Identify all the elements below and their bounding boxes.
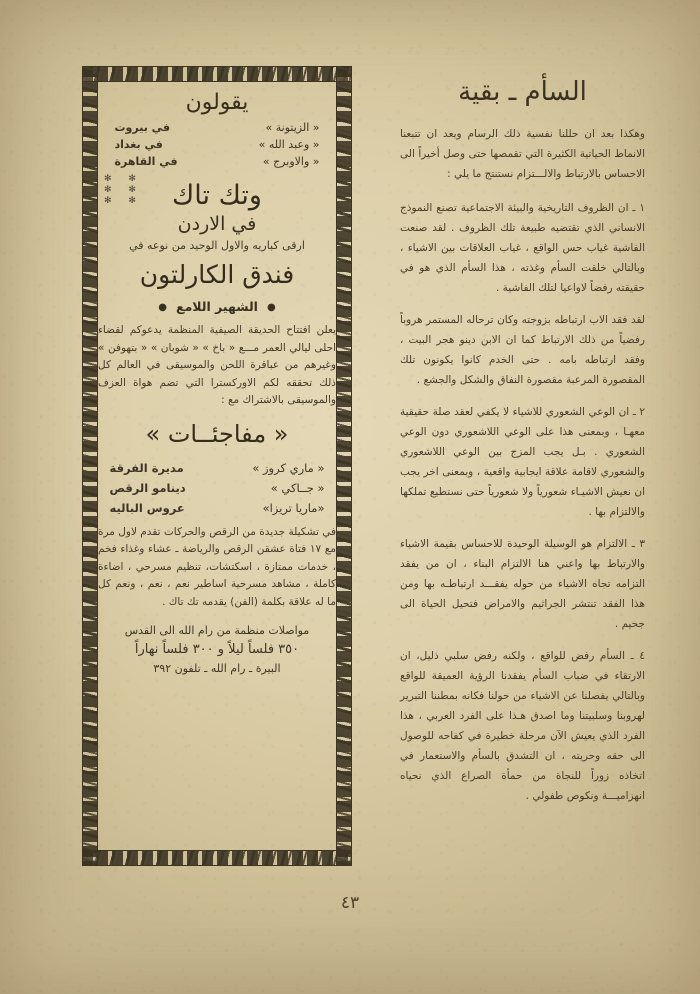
performer-role: دينامو الرقص — [109, 480, 186, 495]
article-headline: السأم ـ بقية — [458, 77, 587, 107]
ad-fare: ٣٥٠ فلساً ليلاً و ٣٠٠ فلساً نهاراً — [134, 642, 300, 657]
rope-border-left-icon — [82, 66, 98, 866]
city-location: في بيروت — [114, 121, 171, 134]
star-decoration-icon: ✻ ✻ ✻ ✻ ✻ ✻ — [104, 174, 143, 206]
article-paragraph: ٢ ـ ان الوعي الشعوري للاشياء لا يكفي لعقد صلة حقيقية معهـا ، وبمعنى هذا على الوعي اللاشعوري دون الوعي الشعوري . بـل يجب المزج بين الوعي اللاشعوري والشعوري لاقامة علاقة ايجابية واقعية ، وبمعنى اخر يجب ان نعيش الاشيـاء شعورياً ولا شعورياً حتى نستطيع تملكها والالتزام بها . — [400, 405, 645, 518]
city-location: في بغداد — [114, 138, 163, 151]
city-venue-name: « وعبد الله » — [258, 138, 320, 151]
ad-transport-note: مواصلات منظمة من رام الله الى القدس — [124, 624, 310, 637]
ad-tagline: ارقى كباريه والاول الوحيد من نوعه في — [129, 239, 305, 252]
ad-brand-text: وتك تاك — [172, 180, 262, 211]
article-column — [400, 78, 645, 818]
performer-name: «ماريا تريزا» — [262, 500, 325, 515]
list-item — [115, 153, 320, 170]
ad-famous-text: الشهير اللامع — [176, 299, 258, 314]
rope-border-right-icon — [336, 66, 352, 866]
list-item — [110, 498, 325, 518]
ad-intro-paragraph: يعلن افتتاح الحديقة الصيفية المنظمة يدعوكم لقضاء احلى ليالي العمر مـــع « باخ » « شوبان » « بتهوفن » وغيرهم من عباقرة اللحن والموسيقى في العالم كل ذلك تحققه لكم الاوركسترا التي تضم هواة العزف والموسيقى بالاشتراك مع : — [98, 324, 336, 406]
ad-hotel-name: فندق الكارلتون — [139, 260, 295, 289]
bullet-dot-icon: ● — [158, 302, 168, 313]
performer-role: عروس الباليه — [109, 500, 185, 515]
ad-details-paragraph: في تشكيلة جديدة من الرقص والحركات تقدم لاول مرة مع ١٧ فتاة عشقن الرقص والرياضة ـ عشاء وغذاء فخم ، خدمات ممتازة ، اسكتشات، تنظيم مسرحي ، اضاءة كاملة ، مشاهد مسرحية اساطير نعم ، نعم ، ونعم كل ما له علاقة بكلمة (الفن) يقدمه تك تاك . — [98, 525, 336, 608]
rope-border-top-icon — [82, 66, 352, 82]
performer-role: مديرة الفرقة — [109, 460, 184, 475]
list-item — [115, 136, 320, 153]
article-paragraph: ٣ ـ الالتزام هو الوسيلة الوحيدة للاحساس بقيمة الاشياء والارتباط بها واعني هنا الالتزام البناء ، ان من يفقد التزامه تجاه الاشياء من حوله يفقـــد ارتباطـه بها ومن هذا الفقد تنتشر الجراثيم والامراض فتحيل الحياة الى جحيم . — [400, 537, 645, 630]
ad-famous-line — [98, 299, 336, 314]
performer-name: « ماري كروز » — [252, 460, 325, 475]
ad-yaquloon-heading: يقولون — [185, 90, 249, 115]
ad-surprises-heading: « مفاجئــات » — [145, 419, 289, 448]
list-item — [110, 478, 325, 498]
article-paragraph: ٤ ـ السأم رفض للواقع ، ولكنه رفض سلبي ذليل، ان الارتقاء في ضباب السأم يفقدنا الرؤية العميقة للواقع وبالتالي يفصلنا عن الاشياء من حولنا فكانه بمطننا التبرير لهروبنا وسلبيتنا وما اصدق هـذا على الفرد العربي ، هذا الفرد الذي يعيش الآن مرحلة خطيرة في كفاحه للوصول الى حقه وحريته ، ان التشدق بالسأم والاستعمار في اتخاذه زوراً للنجاة من حمأة الصراع الذي نحياه انهزاميـــة ونكوص طفولي . — [400, 649, 645, 802]
city-venue-name: « والاوبرج » — [262, 155, 320, 168]
advertisement-content — [98, 82, 336, 850]
ad-brand-title — [98, 174, 336, 211]
bullet-dot-icon: ● — [266, 302, 276, 313]
list-item — [110, 458, 325, 478]
list-item — [115, 119, 320, 136]
article-paragraph: لقد فقد الاب ارتباطه بزوجته وكان ترحاله المستمر هروباً رفضياً من ذلك الارتباط كما ان الابن دينو هجر البيت ، وفقد ارتباطه بامه . حتى الخدم كانوا يكونون تلك المقصورة المرعبة مقصورة النفاق والشكل والجشع . — [400, 313, 645, 386]
page-number: ٤٣ — [340, 893, 360, 913]
ad-footer — [98, 621, 336, 678]
ad-location: في الاردن — [177, 213, 257, 235]
ad-address: البيرة ـ رام الله ـ تلفون ٣٩٢ — [153, 662, 281, 675]
city-venue-name: « الزيتونة » — [265, 121, 320, 134]
article-paragraph: وهكذا بعد ان حللنا نفسية ذلك الرسام وبعد ان تتبعنا الانماط الحياتية الكثيرة التي تقمصها حتى وصل أخيراً الى الاحساس بالارتباط والالـــتزام نستنتج ما يلي : — [400, 127, 645, 180]
rope-border-bottom-icon — [82, 850, 352, 866]
article-paragraph: ١ ـ ان الظروف التاريخية والبيئة الاجتماعية تصنع النموذج الانساني الذي تقتضيه طبيعة تلك الظروف . لقد صنعت الفاشية غياب حس الواقع ، غياب العلاقات بين الاشياء ، وبالتالي خلقت السأم وغذته ، هذا السأم الذي هو في حقيقته رفضاً لاواعيا لتلك الفاشية . — [400, 201, 645, 294]
performer-name: « جــاكي » — [270, 480, 325, 495]
city-location: في القاهرة — [114, 155, 178, 168]
advertisement-box — [82, 66, 352, 866]
ad-city-list — [115, 119, 320, 170]
ad-cast-list — [110, 458, 325, 518]
